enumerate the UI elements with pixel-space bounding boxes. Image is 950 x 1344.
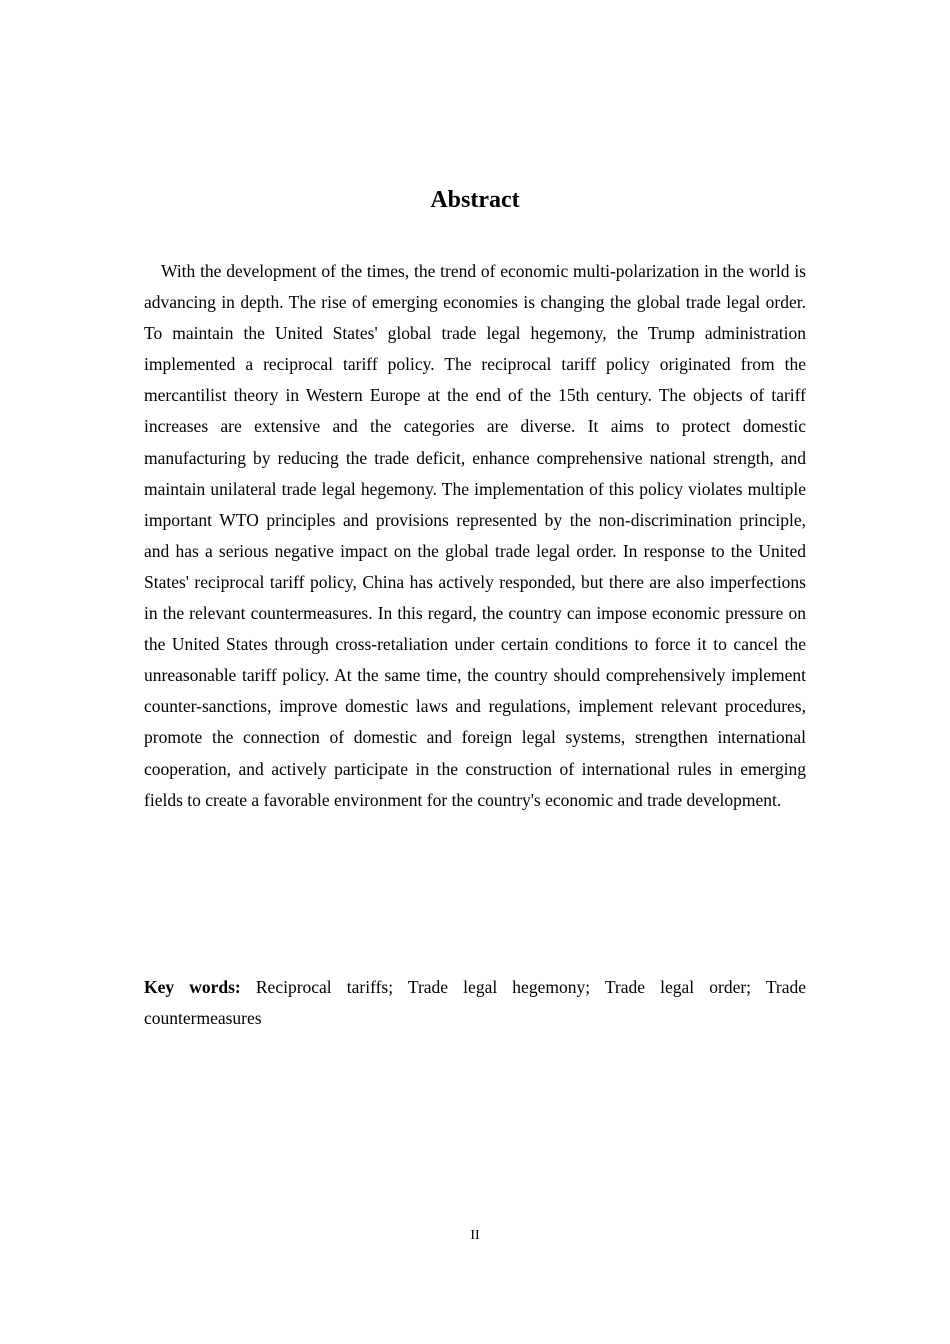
keywords-text: Reciprocal tariffs; Trade legal hegemony; Trade legal order; Trade countermeasures (144, 977, 807, 1029)
page-number: II (470, 1228, 480, 1243)
abstract-body-text: With the development of the times, the trend of economic multi-polarization in the world is advancing in depth. The rise of emerging economies is changing the global trade legal order. To maintain the United States' global trade legal hegemony, the Trump administration implemented a reciprocal tariff policy. The reciprocal tariff policy originated from the mercantilist theory in Western Europe at the end of the 15th century. The objects of tariff increases are extensive and the categories are diverse. It aims to protect domestic manufacturing by reducing the trade deficit, enhance comprehensive national strength, and maintain unilateral trade legal hegemony. The implementation of this policy violates multiple important WTO principles and provisions represented by the non-discrimination principle, and has a serious negative impact on the global trade legal order. In response to the United States' reciprocal tariff policy, China has actively responded, but there are also imperfections in the relevant countermeasures. In this regard, the country can impose economic pressure on the United States through cross-retaliation under certain conditions to force it to cancel the unreasonable tariff policy. At the same time, the country should comprehensively implement counter-sanctions, improve domestic laws and regulations, implement relevant procedures, promote the connection of domestic and foreign legal systems, strengthen international cooperation, and actively participate in the construction of international rules in emerging fields to create a favorable environment for the country's economic and trade development. (144, 261, 806, 810)
keywords-paragraph (144, 972, 806, 1034)
keywords-label: Key words: (144, 977, 241, 997)
abstract-heading: Abstract (430, 187, 520, 213)
